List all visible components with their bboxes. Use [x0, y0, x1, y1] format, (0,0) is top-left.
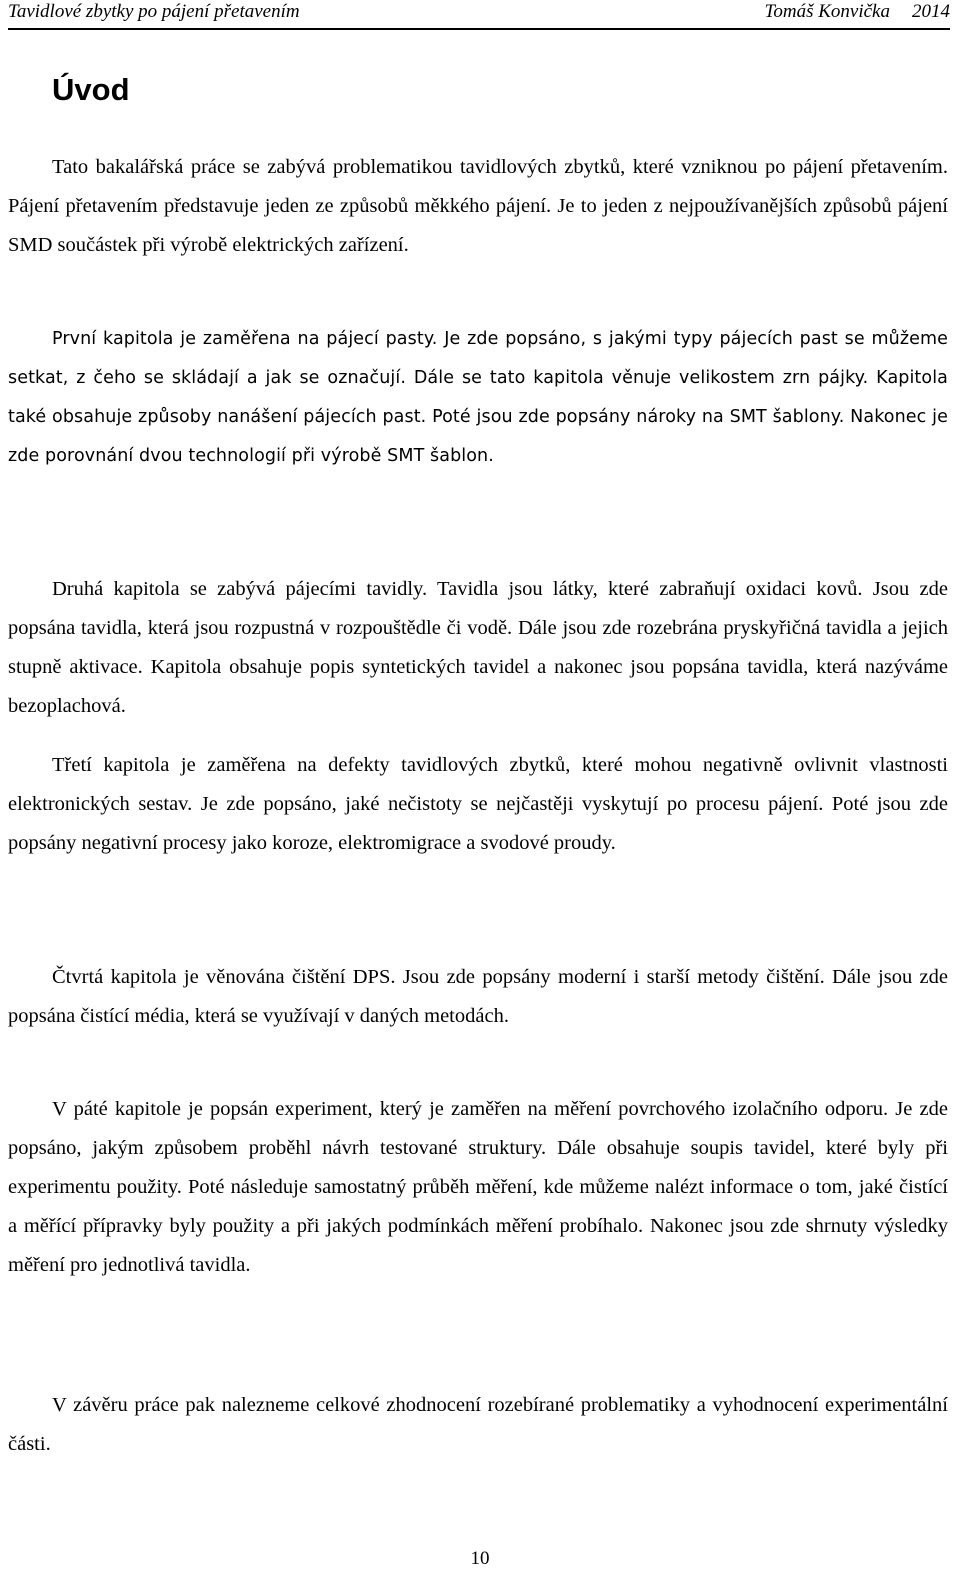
paragraph-chapter-2: Druhá kapitola se zabývá pájecími tavidly. Tavidla jsou látky, které zabraňují oxidaci kovů. Jsou zde popsána tavidla, která jsou rozpustná v rozpouštědle či vodě. Dále jsou zde rozebrána pryskyřičná tavidla a jejich stupně aktivace. Kapitola obsahuje popis syntetických tavidel a nakonec jsou popsána tavidla, která nazýváme bezoplachová.: [8, 578, 948, 717]
header-year: 2014: [912, 1, 950, 22]
paragraph-intro: Tato bakalářská práce se zabývá problematikou tavidlových zbytků, které vzniknou po pájení přetavením. Pájení přetavením představuje jeden ze způsobů měkkého pájení. Je to jeden z nejpoužívanějších způsobů pájení SMD součástek při výrobě elektrických zařízení.: [8, 156, 948, 256]
header-title: Tavidlové zbytky po pájení přetavením: [8, 1, 300, 22]
section-heading: Úvod: [52, 72, 130, 107]
paragraph-chapter-4: Čtvrtá kapitola je věnována čištění DPS. Jsou zde popsány moderní i starší metody čištění. Dále jsou zde popsána čistící média, která se využívají v daných metodách.: [8, 966, 948, 1027]
paragraph-chapter-3: Třetí kapitola je zaměřena na defekty tavidlových zbytků, které mohou negativně ovlivnit vlastnosti elektronických sestav. Je zde popsáno, jaké nečistoty se nejčastěji vyskytují po procesu pájení. Poté jsou zde popsány negativní procesy jako koroze, elektromigrace a svodové proudy.: [8, 754, 948, 854]
paragraph-chapter-5: V páté kapitole je popsán experiment, který je zaměřen na měření povrchového izolačního odporu. Je zde popsáno, jakým způsobem proběhl návrh testované struktury. Dále obsahuje soupis tavidel, které byly při experimentu použity. Poté následuje samostatný průběh měření, kde můžeme nalézt informace o tom, jaké čistící a měřící přípravky byly použity a při jakých podmínkách měření probíhalo. Nakonec jsou zde shrnuty výsledky měření pro jednotlivá tavidla.: [8, 1098, 948, 1276]
header-author: Tomáš Konvička: [764, 1, 890, 22]
running-header: [8, 0, 950, 30]
paragraph-chapter-1: První kapitola je zaměřena na pájecí pasty. Je zde popsáno, s jakými typy pájecích past se můžeme setkat, z čeho se skládají a jak se označují. Dále se tato kapitola věnuje velikostem zrn pájky. Kapitola také obsahuje způsoby nanášení pájecích past. Poté jsou zde popsány nároky na SMT šablony. Nakonec je zde porovnání dvou technologií při výrobě SMT šablon.: [8, 329, 948, 466]
paragraph-conclusion: V závěru práce pak nalezneme celkové zhodnocení rozebírané problematiky a vyhodnocení experimentální části.: [8, 1394, 948, 1455]
page-number: 10: [470, 1548, 490, 1569]
